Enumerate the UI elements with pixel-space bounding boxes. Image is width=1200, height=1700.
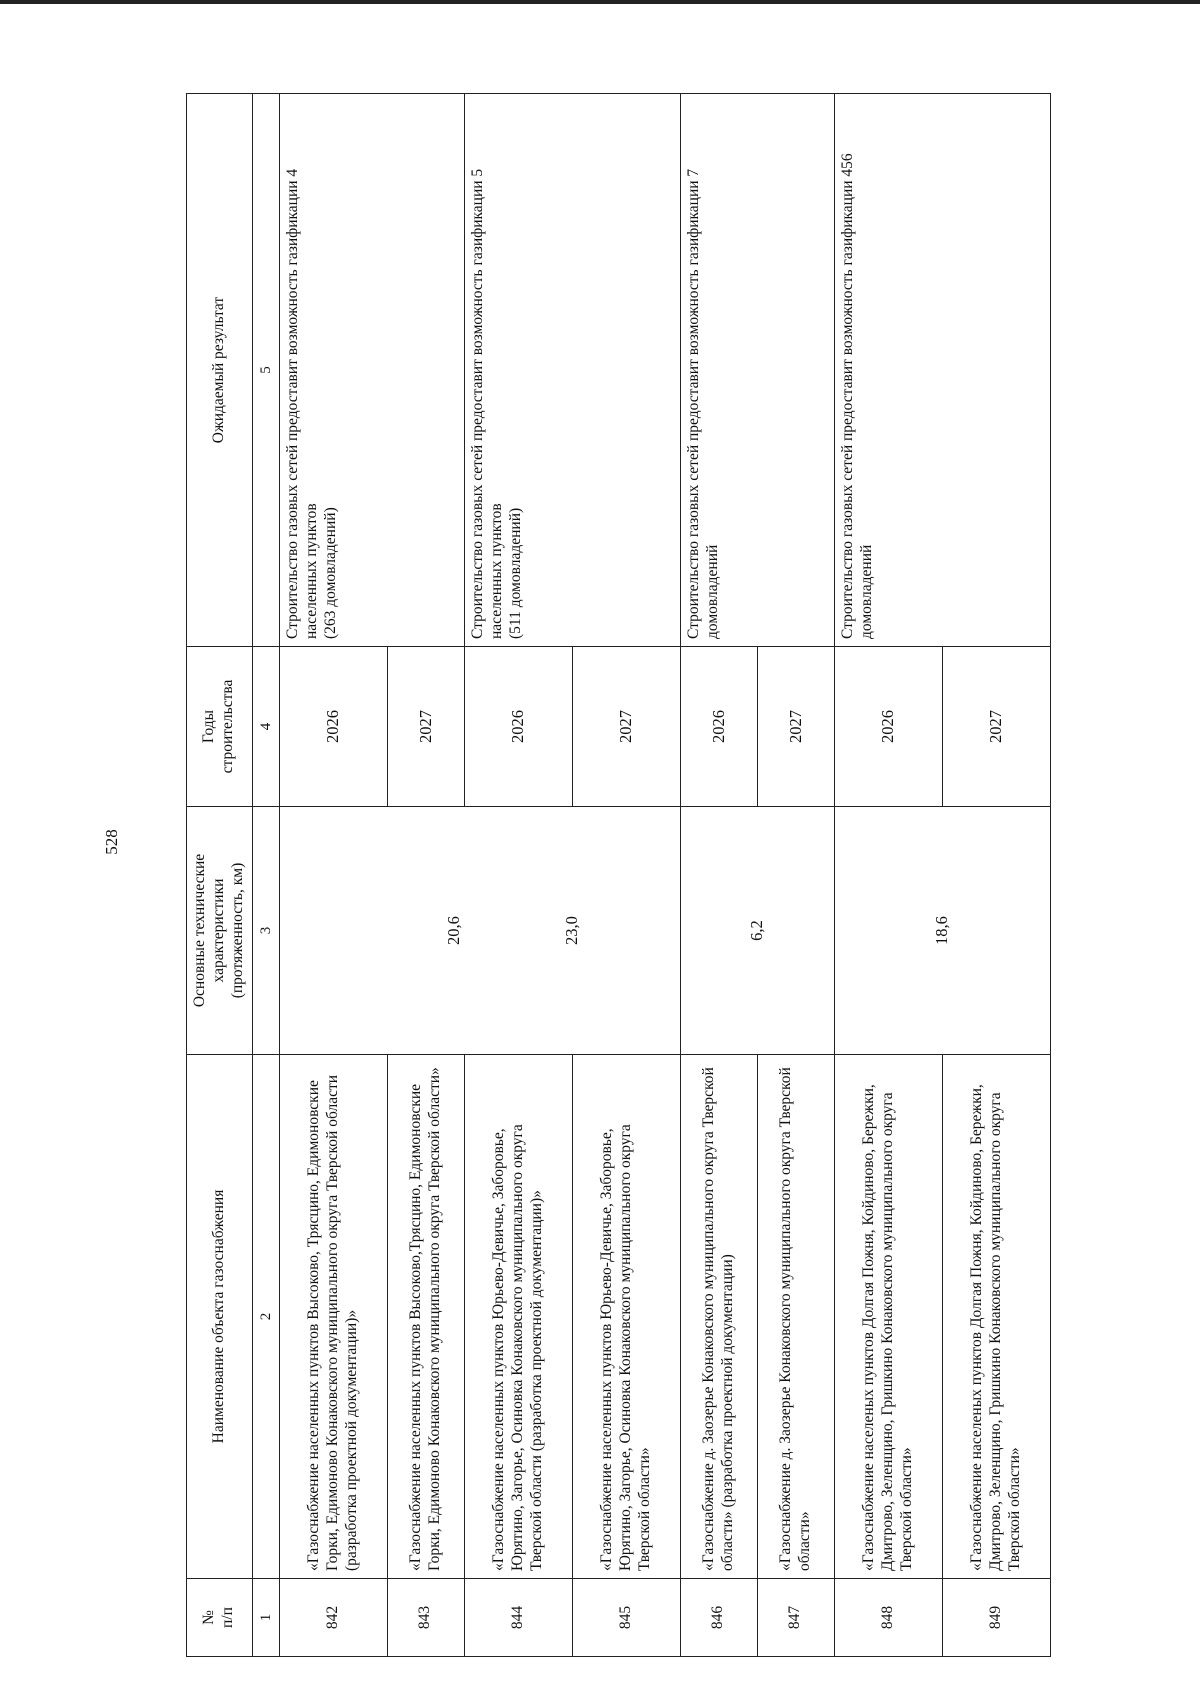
header-years: Годы строительства xyxy=(187,647,253,807)
column-number: 4 xyxy=(252,647,279,807)
expected-result: Строительство газовых сетей предоставит возможность газификации 5 населенных пунктов (511 домовладений) xyxy=(464,94,680,647)
construction-year: 2027 xyxy=(942,647,1050,807)
row-number: 849 xyxy=(942,1579,1050,1657)
table-row xyxy=(464,94,572,1657)
column-number: 3 xyxy=(252,807,279,1055)
construction-year: 2027 xyxy=(387,647,464,807)
row-number: 842 xyxy=(279,1579,387,1657)
object-name: «Газоснабжение населеных пунктов Долгая Пожня, Койдиново, Бережки, Дмитрово, Зеленщино, Гришкино Конаковского муниципального округа Тверской области» xyxy=(834,1055,942,1579)
table-row xyxy=(834,94,942,1657)
construction-year: 2027 xyxy=(757,647,834,807)
table-row xyxy=(279,94,387,1657)
header-tech: Основные технические характеристики (протяженность, км) xyxy=(187,807,253,1055)
length-km: 6,2 xyxy=(680,807,834,1055)
construction-year: 2026 xyxy=(464,647,572,807)
object-name: «Газоснабжение д. Заозерье Конаковского муниципального округа Тверской области» xyxy=(757,1055,834,1579)
row-number: 845 xyxy=(572,1579,680,1657)
row-number: 847 xyxy=(757,1579,834,1657)
row-number: 848 xyxy=(834,1579,942,1657)
top-border-line xyxy=(0,0,1200,4)
header-row xyxy=(187,94,253,1657)
row-number: 843 xyxy=(387,1579,464,1657)
expected-result: Строительство газовых сетей предоставит возможность газификации 7 домовладений xyxy=(680,94,834,647)
length-km: 23,0 xyxy=(464,807,680,1055)
gas-supply-table xyxy=(186,93,1051,1657)
row-number: 844 xyxy=(464,1579,572,1657)
object-name: «Газоснабжение населенных пунктов Юрьево-Девичье, Заборовье, Юрятино, Загорье, Осиновка Конаковского муниципального округа Тверской области» xyxy=(572,1055,680,1579)
header-name: Наименование объекта газоснабжения xyxy=(187,1055,253,1579)
object-name: «Газоснабжение населенных пунктов Высоково, Трясцино, Едимоновские Горки, Едимоново Конаковского муниципального округа Тверской области (разработка проектной документации)» xyxy=(279,1055,387,1579)
rotated-table-container xyxy=(186,94,1051,1657)
object-name: «Газоснабжение населенных пунктов Юрьево-Девичье, Заборовье, Юрятино, Загорье, Осиновка Конаковского муниципального округа Тверской области (разработка проектной документации)» xyxy=(464,1055,572,1579)
column-number: 2 xyxy=(252,1055,279,1579)
length-km: 20,6 xyxy=(279,807,464,1055)
expected-result: Строительство газовых сетей предоставит возможность газификации 456 домовладений xyxy=(834,94,1050,647)
construction-year: 2026 xyxy=(279,647,387,807)
construction-year: 2027 xyxy=(572,647,680,807)
table-row xyxy=(680,94,757,1657)
object-name: «Газоснабжение населеных пунктов Долгая Пожня, Койдиново, Бережки, Дмитрово, Зеленщино, Гришкино Конаковского муниципального округа Тверской области» xyxy=(942,1055,1050,1579)
column-number-row xyxy=(252,94,279,1657)
construction-year: 2026 xyxy=(834,647,942,807)
column-number: 5 xyxy=(252,94,279,647)
page-number: 528 xyxy=(102,829,121,855)
object-name: «Газоснабжение д. Заозерье Конаковского муниципального округа Тверской области» (разработка проектной документации) xyxy=(680,1055,757,1579)
expected-result: Строительство газовых сетей предоставит возможность газификации 4 населенных пунктов (263 домовладений) xyxy=(279,94,464,647)
column-number: 1 xyxy=(252,1579,279,1657)
construction-year: 2026 xyxy=(680,647,757,807)
header-result: Ожидаемый результат xyxy=(187,94,253,647)
header-no: № п/п xyxy=(187,1579,253,1657)
object-name: «Газоснабжение населенных пунктов Высоково,Трясцино, Едимоновские Горки, Едимоново Конаковского муниципального округа Тверской области» xyxy=(387,1055,464,1579)
row-number: 846 xyxy=(680,1579,757,1657)
length-km: 18,6 xyxy=(834,807,1050,1055)
